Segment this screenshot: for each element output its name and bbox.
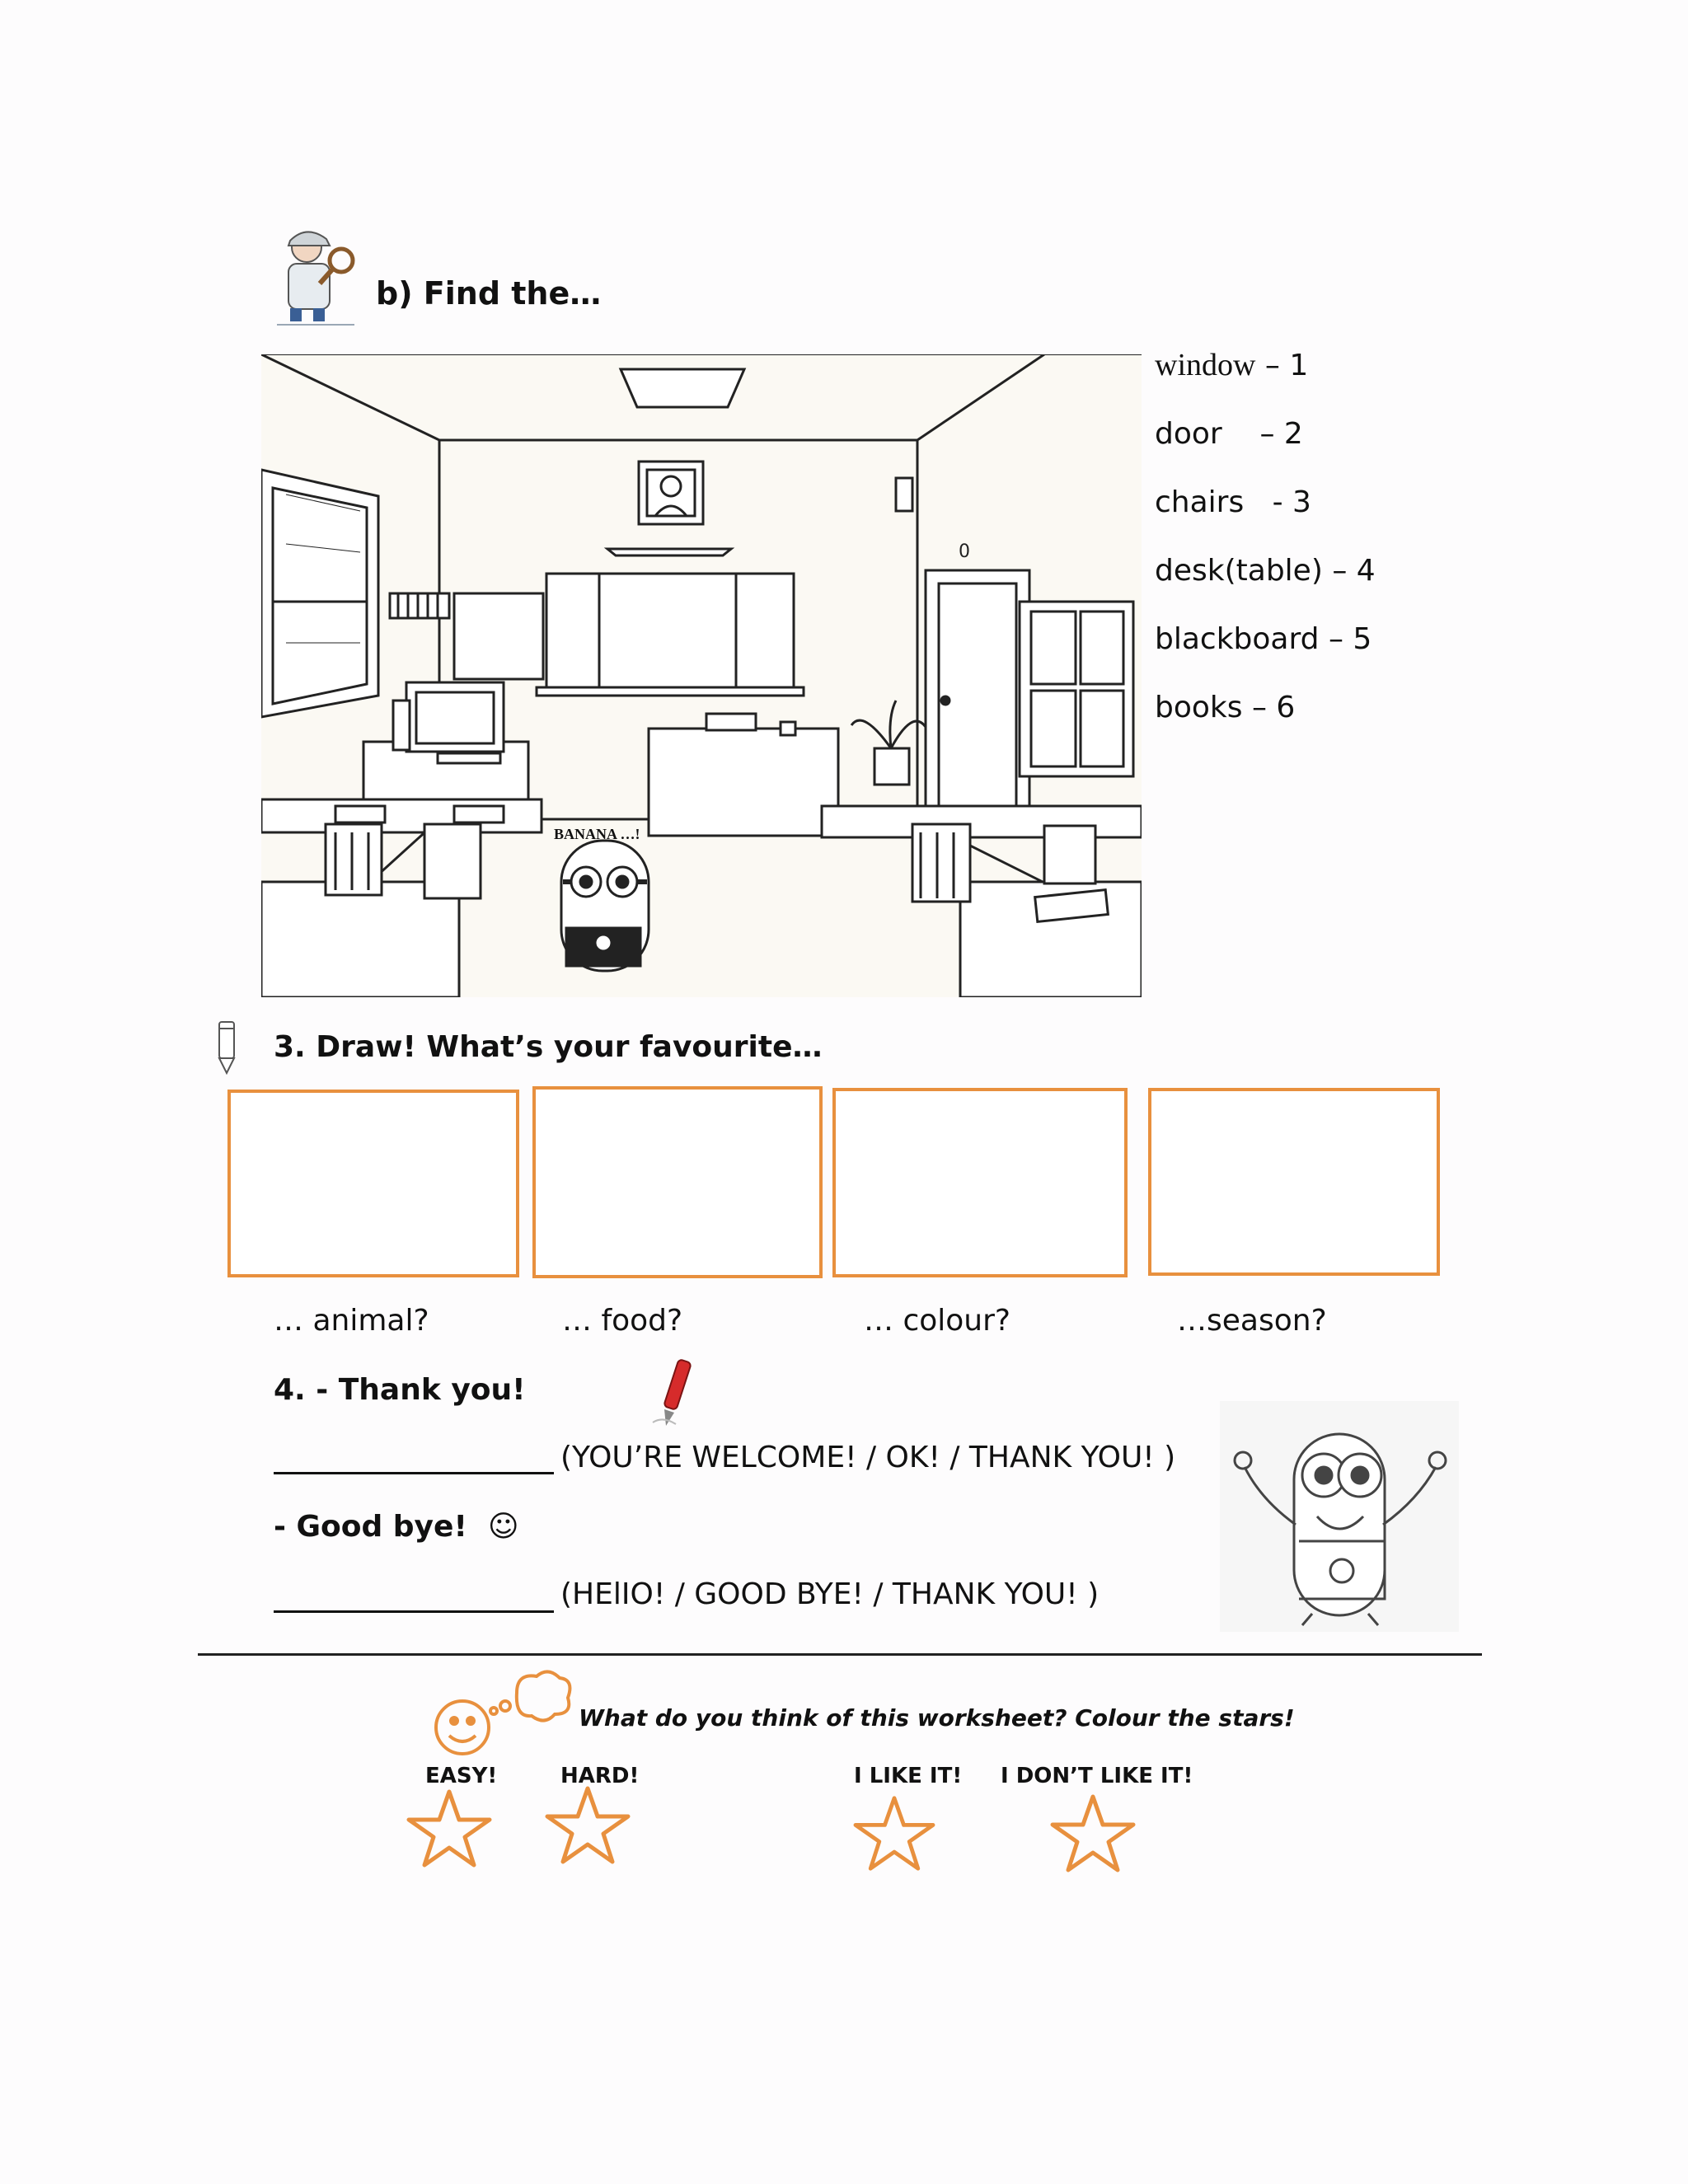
word-label: blackboard (1155, 622, 1320, 656)
feedback-label-easy: EASY! (425, 1764, 498, 1788)
section-3-title: 3. Draw! What’s your favourite… (274, 1030, 823, 1064)
word-label: chairs (1155, 485, 1245, 519)
word-number: – 6 (1251, 691, 1296, 724)
star-hard-icon[interactable] (542, 1783, 633, 1866)
word-item-books (1155, 673, 1376, 742)
smiley-icon: ☺ (487, 1510, 519, 1544)
find-word-list (1155, 331, 1376, 742)
classroom-blackboard (546, 574, 794, 687)
classroom-illustration (261, 354, 1142, 997)
word-number: - 3 (1272, 485, 1311, 519)
word-label: desk(table) (1155, 554, 1323, 588)
draw-label-animal: … animal? (274, 1304, 429, 1338)
minion-figure (561, 841, 649, 971)
draw-box-season[interactable] (1148, 1088, 1440, 1276)
draw-box-colour[interactable] (832, 1088, 1128, 1277)
section-b-title: b) Find the… (376, 275, 602, 312)
word-number: – 2 (1259, 417, 1303, 451)
feedback-label-dislike: I DON’T LIKE IT! (1001, 1764, 1193, 1788)
svg-text:0: 0 (959, 541, 970, 562)
section-divider (198, 1653, 1482, 1656)
draw-box-food[interactable] (532, 1086, 823, 1278)
draw-label-season: …season? (1177, 1304, 1327, 1338)
word-item-desk (1155, 537, 1376, 605)
pencil-icon (216, 1020, 237, 1075)
answer-1-options: (YOU’RE WELCOME! / OK! / THANK YOU! ) (560, 1441, 1176, 1474)
answer-blank-2[interactable] (274, 1610, 554, 1613)
word-number: – 5 (1328, 622, 1372, 656)
classroom-chair (326, 824, 382, 895)
classroom-desk (649, 729, 838, 836)
word-item-window (1155, 331, 1376, 400)
answer-blank-1[interactable] (274, 1472, 554, 1474)
feedback-question: What do you think of this worksheet? Colour the stars! (579, 1704, 1295, 1732)
feedback-label-like: I LIKE IT! (854, 1764, 963, 1788)
word-label: books (1155, 691, 1243, 724)
star-dislike-icon[interactable] (1042, 1792, 1144, 1874)
word-item-blackboard (1155, 605, 1376, 673)
answer-2-options: (HElIO! / GOOD BYE! / THANK YOU! ) (560, 1577, 1100, 1611)
draw-box-animal[interactable] (227, 1090, 519, 1277)
minion-caption: BANANA …! (554, 826, 640, 842)
section-4-title: 4. - Thank you! (274, 1373, 526, 1407)
word-item-chairs (1155, 468, 1376, 537)
draw-label-colour: … colour? (864, 1304, 1011, 1338)
feedback-label-hard: HARD! (560, 1764, 640, 1788)
star-like-icon[interactable] (849, 1793, 940, 1872)
word-number: – 4 (1332, 554, 1376, 588)
detective-clipart-icon (272, 224, 363, 327)
star-easy-icon[interactable] (404, 1787, 495, 1869)
smiley-thought-icon (424, 1668, 573, 1759)
good-bye-text: - Good bye! (274, 1510, 467, 1544)
draw-label-food: … food? (562, 1304, 683, 1338)
red-pen-icon (651, 1358, 697, 1427)
waving-minion-icon (1220, 1401, 1459, 1632)
word-number: – 1 (1264, 349, 1309, 382)
word-item-door (1155, 400, 1376, 468)
word-label: window (1155, 348, 1256, 382)
good-bye-prompt (274, 1510, 518, 1544)
word-label: door (1155, 417, 1222, 451)
